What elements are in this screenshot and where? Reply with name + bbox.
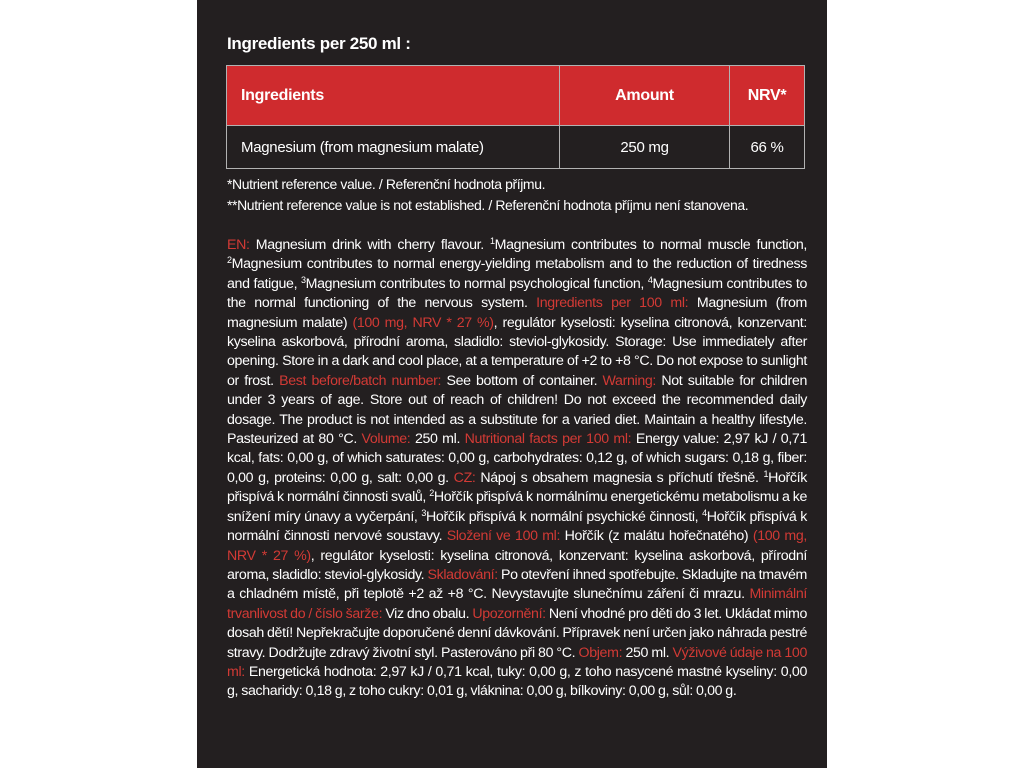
objem-label: Objem:	[578, 644, 623, 661]
ingredients-rest: , regulátor kyselosti: kyselina citronová, konzervant: kyselina askorbová, přírodní aroma, sladidlo: steviol-glykosidy. Storage: Use immediately after opening. Store in a dark and cool place, at a temperature of +2 to +8 °C. Do not expose to sunlight or frost.	[227, 314, 807, 389]
cz-claim-2: Hořčík přispívá k normálnímu energetickému metabolismu a ke snížení míry únavy a vyčerpání,	[227, 489, 807, 525]
ingredients-table	[226, 65, 805, 169]
upozorneni-label: Upozornění:	[472, 605, 546, 622]
vyzivove-text: Energetická hodnota: 2,97 kJ / 0,71 kcal, tuky: 0,00 g, z toho nasycené mastné kyseliny: 0,00 g, sacharidy: 0,18 g, z toho cukry: 0,01 g, vláknina: 0,00 g, bílkoviny: 0,00 g, sůl: 0,00 g.	[227, 663, 807, 700]
slozeni-text: Hořčík (z malátu hořečnatého)	[560, 528, 753, 545]
label-body-text	[227, 236, 807, 702]
superscript: 3	[421, 507, 427, 518]
superscript: 4	[702, 507, 707, 518]
slozeni-rest: , regulátor kyselosti: kyselina citronová, konzervant: kyselina askorbová, přírodní aroma, sladidlo: steviol-glykosidy.	[227, 547, 807, 583]
table-row	[227, 126, 805, 169]
superscript: 2	[227, 255, 232, 266]
superscript: 1	[763, 468, 769, 479]
footnote-nrv: *Nutrient reference value. / Referenční hodnota příjmu.	[227, 176, 546, 192]
footnote-nrv-not-established: **Nutrient reference value is not established. / Referenční hodnota příjmu není stanovena.	[227, 197, 749, 213]
slozeni-label: Složení ve 100 ml:	[446, 528, 561, 545]
upozorneni-text: Není vhodné pro děti do 3 let. Ukládat mimo dosah dětí! Nepřekračujte doporučené denní dávkování. Přípravek není určen jako náhrada pestré stravy. Dodržujte zdravý životní styl. Pasterováno při 80 °C.	[227, 605, 807, 661]
superscript: 4	[647, 274, 653, 285]
ingredients-label: Ingredients per 100 ml:	[536, 295, 689, 312]
cell-amount: 250 mg	[560, 126, 730, 169]
nutrition-label: Nutritional facts per 100 ml:	[464, 431, 632, 448]
ingredients-nrv: (100 mg, NRV * 27 %)	[352, 314, 494, 331]
skladovani-text: Po otevření ihned spotřebujte. Skladujte na tmavém a chladném místě, při teplotě +2 až +8 °C. Nevystavujte slunečnímu záření či mrazu.	[227, 566, 807, 603]
en-label: EN:	[227, 237, 250, 253]
header-ingredients: Ingredients	[227, 66, 560, 126]
ingredients-heading: Ingredients per 250 ml :	[227, 34, 411, 53]
nutrition-text: Energy value: 2,97 kJ / 0,71 kcal, fats: 0,00 g, of which saturates: 0,00 g, carbohydrates: 0,12 g, of which sugars: 0,18 g, fiber: 0,00 g, proteins: 0,00 g, salt: 0,00 g.	[227, 431, 807, 486]
label-panel	[197, 0, 827, 768]
warning-text: Not suitable for children under 3 years of age. Store out of reach of children! Do not exceed the recommended daily dosage. The product is not intended as a substitute for a varied diet. Maintain a healthy lifestyle. Pasteurized at 80 °C.	[227, 372, 807, 448]
ingredients-text: Magnesium (from magnesium malate)	[227, 295, 808, 331]
claim-4: Magnesium contributes to the normal functioning of the nervous system.	[227, 275, 807, 312]
best-before-label: Best before/batch number:	[279, 372, 442, 389]
claim-3: Magnesium contributes to normal psychological function,	[305, 275, 648, 292]
cell-ingredient: Magnesium (from magnesium malate)	[227, 126, 560, 169]
best-before-text: See bottom of container.	[441, 372, 603, 389]
superscript: 2	[429, 488, 434, 499]
trvanlivost-label: Minimální trvanlivost do / číslo šarže:	[227, 586, 807, 622]
slozeni-nrv: (100 mg, NRV * 27 %)	[227, 528, 807, 564]
cz-claim-4: Hořčík přispívá k normální činnosti nervové soustavy.	[227, 508, 807, 545]
header-amount: Amount	[560, 66, 730, 126]
superscript: 3	[301, 274, 306, 285]
skladovani-label: Skladování:	[427, 566, 498, 583]
cell-nrv: 66 %	[730, 126, 805, 169]
header-nrv: NRV*	[730, 66, 805, 126]
claim-2: Magnesium contributes to normal energy-yielding metabolism and to the reduction of tiredness and fatigue,	[227, 256, 807, 292]
cz-label: CZ:	[453, 469, 476, 486]
vyzivove-label: Výživové údaje na 100 ml:	[227, 644, 807, 680]
trvanlivost-text: Viz dno obalu.	[382, 605, 473, 622]
en-intro: Magnesium drink with cherry flavour.	[249, 237, 490, 253]
cz-claim-3: Hořčík přispívá k normální psychické činnosti,	[426, 508, 703, 525]
volume-text: 250 ml.	[410, 431, 465, 448]
cz-intro: Nápoj s obsahem magnesia s příchutí třešně.	[475, 469, 764, 486]
superscript: 1	[489, 236, 495, 246]
objem-text: 250 ml.	[622, 644, 673, 661]
warning-label: Warning:	[602, 372, 656, 389]
cz-claim-1: Hořčík přispívá k normální činnosti svalů,	[227, 469, 807, 506]
claim-1: Magnesium contributes to normal muscle function,	[494, 237, 808, 253]
table-header-row	[227, 66, 805, 126]
volume-label: Volume:	[361, 431, 411, 448]
